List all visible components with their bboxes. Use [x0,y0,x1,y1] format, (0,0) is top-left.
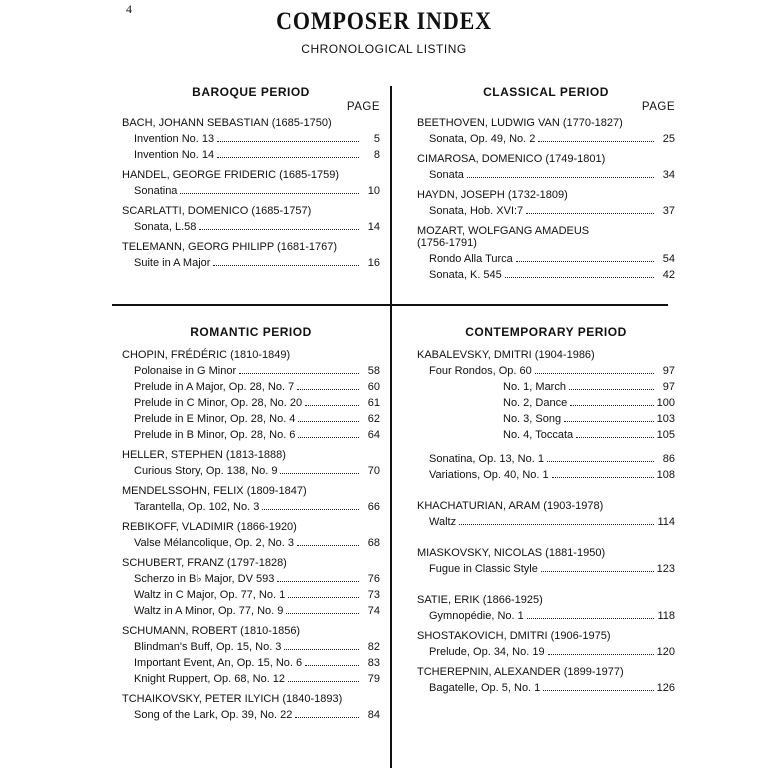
work-title: No. 1, March [503,381,566,393]
dot-leader [459,524,654,525]
work-title: Variations, Op. 40, No. 1 [429,469,549,481]
composer-name: MOZART, WOLFGANG AMADEUS [417,225,590,237]
work-title: Curious Story, Op. 138, No. 9 [134,465,278,477]
work-page-number: 66 [367,501,380,513]
composer-name: HELLER, STEPHEN (1813-1888) [122,449,286,461]
dot-leader [199,229,359,230]
work-entry [122,183,380,199]
dot-leader [570,405,653,406]
dot-leader [284,649,359,650]
page-title: COMPOSER INDEX [276,8,492,35]
work-page-number: 103 [656,413,675,425]
work-title: Waltz [429,516,457,528]
work-title: Polonaise in G Minor [134,365,237,377]
work-page-number: 25 [662,133,675,145]
work-title: Fugue in Classic Style [429,563,538,575]
work-title: Sonata, Op. 49, No. 2 [429,133,536,145]
section-title: BAROQUE PERIOD [192,85,310,99]
work-page-number: 97 [662,365,675,377]
contemporary-section [417,324,675,696]
work-page-number: 123 [656,563,675,575]
work-title: Invention No. 13 [134,133,215,145]
work-entry [122,411,380,427]
composer-list [122,116,380,271]
dot-leader [286,613,359,614]
dot-leader [576,437,654,438]
dot-leader [288,597,359,598]
work-entry [122,131,380,147]
work-page-number: 60 [367,381,380,393]
composer-name: SCHUMANN, ROBERT (1810-1856) [122,625,301,637]
work-page-number: 114 [657,516,675,528]
work-entry [122,535,380,551]
dot-leader [467,177,654,178]
work-entry [122,707,380,723]
romantic-section [122,324,380,723]
dot-leader [541,571,654,572]
work-page-number: 70 [367,465,380,477]
work-page-number: 79 [367,673,380,685]
composer-name: TCHEREPNIN, ALEXANDER (1899-1977) [417,666,624,678]
dot-leader [305,665,359,666]
work-entry [417,267,675,283]
work-title: Sonatina [134,185,178,197]
composer-name: MIASKOVSKY, NICOLAS (1881-1950) [417,547,606,559]
classical-section [417,84,675,283]
work-title: Suite in A Major [134,257,211,269]
work-title: No. 4, Toccata [503,429,574,441]
work-entry [417,608,675,624]
work-title: Sonata, L.58 [134,221,197,233]
dot-leader [280,473,359,474]
work-entry [122,255,380,271]
dot-leader [277,581,359,582]
dot-leader [569,389,654,390]
dot-leader [180,193,359,194]
work-page-number: 82 [367,641,380,653]
work-title: Sonatina, Op. 13, No. 1 [429,453,544,465]
work-entry [122,639,380,655]
work-entry [417,514,675,530]
work-page-number: 100 [656,397,675,409]
dot-leader [298,437,359,438]
work-title: Four Rondos, Op. 60 [429,365,532,377]
work-entry [417,363,675,379]
work-entry [417,379,675,395]
dot-leader [262,509,359,510]
dot-leader [564,421,654,422]
dot-leader [527,618,654,619]
page-column-header: PAGE [641,101,675,113]
work-entry [122,499,380,515]
work-entry [122,655,380,671]
work-entry [122,587,380,603]
composer-name: SCHUBERT, FRANZ (1797-1828) [122,557,287,569]
dot-leader [552,477,654,478]
composer-list [417,116,675,283]
work-entry [122,571,380,587]
composer-name: SCARLATTI, DOMENICO (1685-1757) [122,205,312,217]
work-page-number: 73 [367,589,380,601]
work-entry [122,395,380,411]
work-entry [417,561,675,577]
work-page-number: 108 [656,469,675,481]
page-number: 4 [126,2,132,16]
dot-leader [535,373,654,374]
vertical-divider [390,86,392,768]
work-entry [122,671,380,687]
work-title: Rondo Alla Turca [429,253,513,265]
work-title: Prelude in A Major, Op. 28, No. 7 [134,381,295,393]
baroque-section [122,84,380,271]
work-title: Important Event, An, Op. 15, No. 6 [134,657,303,669]
composer-name: TCHAIKOVSKY, PETER ILYICH (1840-1893) [122,693,343,705]
work-page-number: 83 [367,657,380,669]
work-page-number: 118 [657,610,675,622]
dot-leader [547,461,654,462]
work-page-number: 10 [367,185,380,197]
work-title: Gymnopédie, No. 1 [429,610,524,622]
work-entry [122,363,380,379]
composer-list [417,348,675,696]
dot-leader [239,373,359,374]
composer-name: REBIKOFF, VLADIMIR (1866-1920) [122,521,297,533]
work-entry [417,427,675,443]
work-title: Prelude, Op. 34, No. 19 [429,646,545,658]
composer-name: HANDEL, GEORGE FRIDERIC (1685-1759) [122,169,340,181]
work-title: Invention No. 14 [134,149,215,161]
section-title: CLASSICAL PERIOD [483,85,609,99]
work-entry [122,147,380,163]
work-title: Waltz in A Minor, Op. 77, No. 9 [134,605,284,617]
composer-name: CHOPIN, FRÉDÉRIC (1810-1849) [122,349,291,361]
dot-leader [298,421,359,422]
composer-name: MENDELSSOHN, FELIX (1809-1847) [122,485,307,497]
work-page-number: 64 [367,429,380,441]
work-title: No. 3, Song [503,413,562,425]
work-title: Prelude in B Minor, Op. 28, No. 6 [134,429,296,441]
composer-name: BEETHOVEN, LUDWIG VAN (1770-1827) [417,117,623,129]
dot-leader [305,405,359,406]
work-entry [122,427,380,443]
work-title: Valse Mélancolique, Op. 2, No. 3 [134,537,294,549]
work-page-number: 37 [662,205,675,217]
work-entry [417,203,675,219]
work-page-number: 34 [662,169,675,181]
dot-leader [295,717,359,718]
composer-name: SATIE, ERIK (1866-1925) [417,594,543,606]
section-title: CONTEMPORARY PERIOD [465,325,627,339]
work-entry [122,219,380,235]
work-page-number: 76 [367,573,380,585]
work-entry [417,395,675,411]
work-page-number: 54 [662,253,675,265]
work-page-number: 86 [662,453,675,465]
composer-name: SHOSTAKOVICH, DMITRI (1906-1975) [417,630,611,642]
work-title: Prelude in E Minor, Op. 28, No. 4 [134,413,296,425]
composer-name: HAYDN, JOSEPH (1732-1809) [417,189,568,201]
composer-name: KHACHATURIAN, ARAM (1903-1978) [417,500,604,512]
composer-name: KABALEVSKY, DMITRI (1904-1986) [417,349,595,361]
work-entry [417,467,675,483]
dot-leader [543,690,653,691]
work-entry [122,603,380,619]
work-entry [417,680,675,696]
dot-leader [288,681,359,682]
work-entry [417,131,675,147]
dot-leader [526,213,654,214]
work-title: Sonata, K. 545 [429,269,502,281]
horizontal-divider [112,304,668,306]
work-title: Prelude in C Minor, Op. 28, No. 20 [134,397,303,409]
dot-leader [548,654,654,655]
work-page-number: 5 [373,133,380,145]
work-page-number: 14 [367,221,380,233]
dot-leader [213,265,359,266]
work-page-number: 16 [367,257,380,269]
work-title: Song of the Lark, Op. 39, No. 22 [134,709,293,721]
work-entry [417,167,675,183]
composer-name: BACH, JOHANN SEBASTIAN (1685-1750) [122,117,332,129]
dot-leader [217,141,359,142]
work-title: Knight Ruppert, Op. 68, No. 12 [134,673,286,685]
page-column-header: PAGE [346,101,380,113]
work-page-number: 58 [367,365,380,377]
work-page-number: 84 [367,709,380,721]
work-title: Scherzo in B♭ Major, DV 593 [134,573,275,585]
composer-dates: (1756-1791) [417,237,477,249]
work-page-number: 74 [367,605,380,617]
dot-leader [505,277,654,278]
work-page-number: 97 [662,381,675,393]
work-title: Blindman's Buff, Op. 15, No. 3 [134,641,282,653]
composer-list [122,348,380,723]
work-page-number: 42 [662,269,675,281]
dot-leader [516,261,654,262]
work-title: Waltz in C Major, Op. 77, No. 1 [134,589,286,601]
composer-name: TELEMANN, GEORG PHILIPP (1681-1767) [122,241,337,253]
work-entry [122,463,380,479]
work-entry [417,451,675,467]
page-subtitle: CHRONOLOGICAL LISTING [301,42,467,56]
work-page-number: 68 [367,537,380,549]
dot-leader [217,157,359,158]
work-entry [417,644,675,660]
work-page-number: 120 [656,646,675,658]
composer-name: CIMAROSA, DOMENICO (1749-1801) [417,153,606,165]
section-title: ROMANTIC PERIOD [190,325,312,339]
dot-leader [538,141,654,142]
work-page-number: 126 [656,682,675,694]
dot-leader [297,389,359,390]
work-entry [417,411,675,427]
work-title: Bagatelle, Op. 5, No. 1 [429,682,541,694]
work-page-number: 8 [373,149,380,161]
work-page-number: 105 [656,429,675,441]
work-page-number: 61 [367,397,380,409]
work-title: Sonata [429,169,464,181]
work-page-number: 62 [367,413,380,425]
work-title: No. 2, Dance [503,397,568,409]
work-title: Tarantella, Op. 102, No. 3 [134,501,260,513]
work-title: Sonata, Hob. XVI:7 [429,205,524,217]
work-entry [417,251,675,267]
work-entry [122,379,380,395]
dot-leader [297,545,359,546]
